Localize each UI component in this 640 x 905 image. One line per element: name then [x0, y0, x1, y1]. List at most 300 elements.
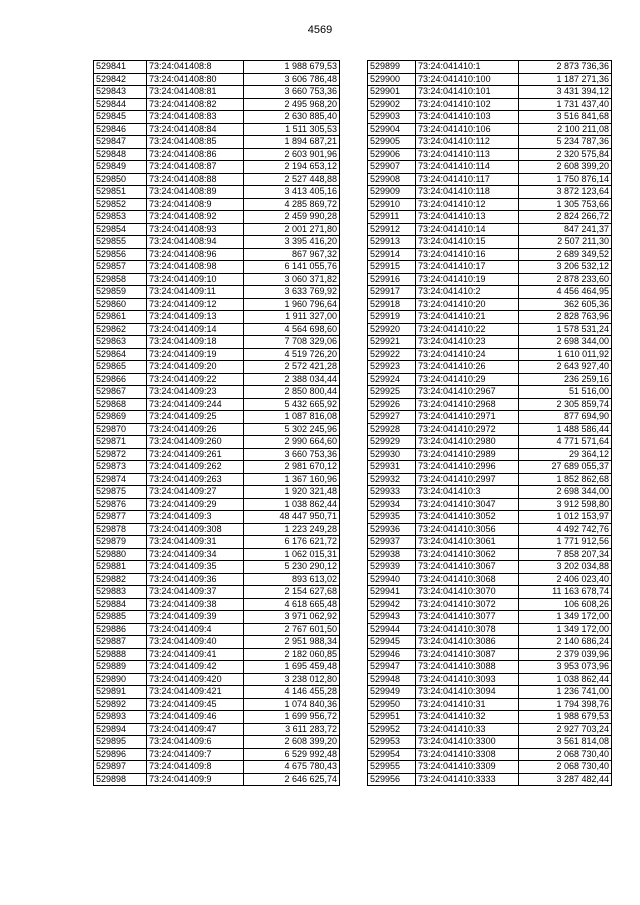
table-row — [368, 298, 612, 311]
table-row — [94, 548, 340, 561]
cadastral-number: 73:24:041408:89 — [147, 186, 244, 199]
table-row — [94, 498, 340, 511]
cadastral-value: 27 689 055,37 — [519, 461, 612, 474]
table-row — [368, 423, 612, 436]
row-number: 529943 — [368, 611, 416, 624]
table-row — [368, 586, 612, 599]
cadastral-value: 3 872 123,64 — [519, 186, 612, 199]
cadastral-value: 3 287 482,44 — [519, 773, 612, 786]
table-row — [368, 273, 612, 286]
cadastral-value: 2 100 211,08 — [519, 123, 612, 136]
row-number: 529866 — [94, 373, 147, 386]
table-row — [94, 573, 340, 586]
row-number: 529869 — [94, 411, 147, 424]
cadastral-number: 73:24:041409:4 — [147, 623, 244, 636]
cadastral-number: 73:24:041410:118 — [416, 186, 519, 199]
cadastral-value: 1 771 912,56 — [519, 536, 612, 549]
cadastral-value: 3 238 012,80 — [244, 673, 340, 686]
row-number: 529919 — [368, 311, 416, 324]
cadastral-value: 3 561 814,08 — [519, 736, 612, 749]
cadastral-value: 1 750 876,14 — [519, 173, 612, 186]
cadastral-number: 73:24:041409:34 — [147, 548, 244, 561]
cadastral-value: 4 519 726,20 — [244, 348, 340, 361]
cadastral-value: 2 608 399,20 — [519, 161, 612, 174]
row-number: 529912 — [368, 223, 416, 236]
row-number: 529854 — [94, 223, 147, 236]
row-number: 529906 — [368, 148, 416, 161]
cadastral-number: 73:24:041410:112 — [416, 136, 519, 149]
table-row — [368, 148, 612, 161]
cadastral-number: 73:24:041409:11 — [147, 286, 244, 299]
cadastral-number: 73:24:041410:33 — [416, 723, 519, 736]
row-number: 529924 — [368, 373, 416, 386]
row-number: 529873 — [94, 461, 147, 474]
table-row — [368, 523, 612, 536]
row-number: 529845 — [94, 111, 147, 124]
cadastral-number: 73:24:041409:26 — [147, 423, 244, 436]
table-row — [368, 311, 612, 324]
table-row — [94, 586, 340, 599]
cadastral-number: 73:24:041410:3062 — [416, 548, 519, 561]
table-row — [94, 448, 340, 461]
cadastral-value: 1 988 679,53 — [244, 61, 340, 74]
cadastral-value: 2 603 901,96 — [244, 148, 340, 161]
table-row — [94, 186, 340, 199]
cadastral-number: 73:24:041409:9 — [147, 773, 244, 786]
cadastral-value: 236 259,16 — [519, 373, 612, 386]
cadastral-value: 1 488 586,44 — [519, 423, 612, 436]
table-row — [368, 136, 612, 149]
row-number: 529896 — [94, 748, 147, 761]
cadastral-value: 4 564 698,60 — [244, 323, 340, 336]
table-row — [368, 373, 612, 386]
row-number: 529884 — [94, 598, 147, 611]
table-row — [94, 273, 340, 286]
cadastral-value: 1 511 305,53 — [244, 123, 340, 136]
cadastral-value: 3 413 405,16 — [244, 186, 340, 199]
cadastral-number: 73:24:041409:308 — [147, 523, 244, 536]
row-number: 529875 — [94, 486, 147, 499]
row-number: 529856 — [94, 248, 147, 261]
cadastral-number: 73:24:041410:2989 — [416, 448, 519, 461]
cadastral-value: 1 349 172,00 — [519, 611, 612, 624]
row-number: 529853 — [94, 211, 147, 224]
cadastral-value: 1 187 271,36 — [519, 73, 612, 86]
row-number: 529934 — [368, 498, 416, 511]
cadastral-number: 73:24:041408:84 — [147, 123, 244, 136]
cadastral-value: 877 694,90 — [519, 411, 612, 424]
table-row — [368, 486, 612, 499]
cadastral-number: 73:24:041409:3 — [147, 511, 244, 524]
row-number: 529903 — [368, 111, 416, 124]
row-number: 529941 — [368, 586, 416, 599]
cadastral-value: 48 447 950,71 — [244, 511, 340, 524]
row-number: 529915 — [368, 261, 416, 274]
row-number: 529933 — [368, 486, 416, 499]
cadastral-value: 2 767 601,50 — [244, 623, 340, 636]
table-row — [94, 398, 340, 411]
cadastral-number: 73:24:041410:103 — [416, 111, 519, 124]
cadastral-number: 73:24:041410:3078 — [416, 623, 519, 636]
cadastral-value: 2 630 885,40 — [244, 111, 340, 124]
row-number: 529844 — [94, 98, 147, 111]
table-row — [368, 573, 612, 586]
row-number: 529929 — [368, 436, 416, 449]
cadastral-value: 867 967,32 — [244, 248, 340, 261]
cadastral-number: 73:24:041409:36 — [147, 573, 244, 586]
table-row — [94, 598, 340, 611]
table-row — [368, 398, 612, 411]
cadastral-number: 73:24:041409:46 — [147, 711, 244, 724]
cadastral-number: 73:24:041410:3087 — [416, 648, 519, 661]
table-row — [368, 448, 612, 461]
cadastral-value: 51 516,00 — [519, 386, 612, 399]
row-number: 529888 — [94, 648, 147, 661]
table-row — [368, 161, 612, 174]
row-number: 529846 — [94, 123, 147, 136]
cadastral-value: 1 960 796,64 — [244, 298, 340, 311]
cadastral-value: 1 920 321,48 — [244, 486, 340, 499]
row-number: 529918 — [368, 298, 416, 311]
row-number: 529862 — [94, 323, 147, 336]
cadastral-value: 3 395 416,20 — [244, 236, 340, 249]
cadastral-value: 6 176 621,72 — [244, 536, 340, 549]
row-number: 529857 — [94, 261, 147, 274]
cadastral-value: 6 141 055,76 — [244, 261, 340, 274]
cadastral-number: 73:24:041410:3093 — [416, 673, 519, 686]
cadastral-value: 2 828 763,96 — [519, 311, 612, 324]
cadastral-value: 1 062 015,31 — [244, 548, 340, 561]
row-number: 529935 — [368, 511, 416, 524]
cadastral-value: 2 388 034,44 — [244, 373, 340, 386]
row-number: 529923 — [368, 361, 416, 374]
cadastral-number: 73:24:041410:117 — [416, 173, 519, 186]
cadastral-number: 73:24:041410:101 — [416, 86, 519, 99]
table-row — [94, 73, 340, 86]
cadastral-number: 73:24:041408:81 — [147, 86, 244, 99]
table-row — [368, 661, 612, 674]
row-number: 529952 — [368, 723, 416, 736]
table-row — [94, 698, 340, 711]
cadastral-value: 2 068 730,40 — [519, 748, 612, 761]
cadastral-number: 73:24:041409:421 — [147, 686, 244, 699]
cadastral-number: 73:24:041408:96 — [147, 248, 244, 261]
cadastral-number: 73:24:041408:86 — [147, 148, 244, 161]
cadastral-number: 73:24:041410:3061 — [416, 536, 519, 549]
row-number: 529881 — [94, 561, 147, 574]
row-number: 529947 — [368, 661, 416, 674]
cadastral-value: 2 878 233,60 — [519, 273, 612, 286]
row-number: 529852 — [94, 198, 147, 211]
table-row — [368, 248, 612, 261]
row-number: 529851 — [94, 186, 147, 199]
row-number: 529892 — [94, 698, 147, 711]
cadastral-number: 73:24:041409:22 — [147, 373, 244, 386]
cadastral-number: 73:24:041409:39 — [147, 611, 244, 624]
table-row — [368, 648, 612, 661]
cadastral-value: 5 302 245,96 — [244, 423, 340, 436]
cadastral-value: 29 364,12 — [519, 448, 612, 461]
row-number: 529922 — [368, 348, 416, 361]
left-table-body — [94, 61, 340, 786]
cadastral-number: 73:24:041410:23 — [416, 336, 519, 349]
table-row — [94, 523, 340, 536]
cadastral-value: 893 613,02 — [244, 573, 340, 586]
row-number: 529895 — [94, 736, 147, 749]
cadastral-number: 73:24:041409:244 — [147, 398, 244, 411]
table-row — [94, 461, 340, 474]
table-row — [94, 123, 340, 136]
table-row — [94, 148, 340, 161]
table-row — [368, 761, 612, 774]
cadastral-value: 2 154 627,68 — [244, 586, 340, 599]
table-row — [368, 348, 612, 361]
cadastral-value: 1 610 011,92 — [519, 348, 612, 361]
row-number: 529948 — [368, 673, 416, 686]
cadastral-number: 73:24:041409:19 — [147, 348, 244, 361]
row-number: 529868 — [94, 398, 147, 411]
table-row — [94, 373, 340, 386]
cadastral-number: 73:24:041409:263 — [147, 473, 244, 486]
table-row — [368, 411, 612, 424]
cadastral-number: 73:24:041410:2971 — [416, 411, 519, 424]
row-number: 529879 — [94, 536, 147, 549]
row-number: 529865 — [94, 361, 147, 374]
table-row — [94, 723, 340, 736]
cadastral-number: 73:24:041410:2996 — [416, 461, 519, 474]
row-number: 529878 — [94, 523, 147, 536]
row-number: 529937 — [368, 536, 416, 549]
cadastral-number: 73:24:041410:3067 — [416, 561, 519, 574]
cadastral-number: 73:24:041410:114 — [416, 161, 519, 174]
cadastral-number: 73:24:041408:82 — [147, 98, 244, 111]
table-row — [94, 111, 340, 124]
table-row — [368, 461, 612, 474]
cadastral-number: 73:24:041410:2967 — [416, 386, 519, 399]
cadastral-number: 73:24:041410:3077 — [416, 611, 519, 624]
cadastral-value: 3 660 753,36 — [244, 448, 340, 461]
cadastral-number: 73:24:041409:260 — [147, 436, 244, 449]
cadastral-value: 1 911 327,00 — [244, 311, 340, 324]
cadastral-number: 73:24:041410:100 — [416, 73, 519, 86]
row-number: 529914 — [368, 248, 416, 261]
cadastral-value: 362 605,36 — [519, 298, 612, 311]
cadastral-number: 73:24:041410:3309 — [416, 761, 519, 774]
cadastral-number: 73:24:041409:47 — [147, 723, 244, 736]
table-row — [368, 286, 612, 299]
row-number: 529899 — [368, 61, 416, 74]
cadastral-number: 73:24:041409:23 — [147, 386, 244, 399]
cadastral-value: 2 824 266,72 — [519, 211, 612, 224]
cadastral-value: 2 507 211,30 — [519, 236, 612, 249]
cadastral-value: 4 492 742,76 — [519, 523, 612, 536]
table-row — [368, 498, 612, 511]
row-number: 529951 — [368, 711, 416, 724]
cadastral-number: 73:24:041410:3094 — [416, 686, 519, 699]
cadastral-value: 2 927 703,24 — [519, 723, 612, 736]
cadastral-value: 1 012 153,97 — [519, 511, 612, 524]
table-row — [94, 711, 340, 724]
cadastral-value: 1 223 249,28 — [244, 523, 340, 536]
table-row — [368, 111, 612, 124]
table-row — [94, 236, 340, 249]
table-row — [368, 73, 612, 86]
table-row — [94, 736, 340, 749]
cadastral-number: 73:24:041410:2968 — [416, 398, 519, 411]
table-row — [368, 86, 612, 99]
cadastral-value: 2 698 344,00 — [519, 486, 612, 499]
cadastral-number: 73:24:041410:3300 — [416, 736, 519, 749]
row-number: 529939 — [368, 561, 416, 574]
row-number: 529932 — [368, 473, 416, 486]
row-number: 529863 — [94, 336, 147, 349]
table-row — [368, 623, 612, 636]
cadastral-number: 73:24:041410:113 — [416, 148, 519, 161]
cadastral-value: 2 305 859,74 — [519, 398, 612, 411]
table-row — [94, 536, 340, 549]
row-number: 529944 — [368, 623, 416, 636]
cadastral-number: 73:24:041410:3072 — [416, 598, 519, 611]
cadastral-number: 73:24:041409:27 — [147, 486, 244, 499]
cadastral-value: 3 953 073,96 — [519, 661, 612, 674]
cadastral-number: 73:24:041410:29 — [416, 373, 519, 386]
table-row — [368, 711, 612, 724]
table-row — [368, 236, 612, 249]
row-number: 529942 — [368, 598, 416, 611]
cadastral-number: 73:24:041410:31 — [416, 698, 519, 711]
cadastral-number: 73:24:041409:420 — [147, 673, 244, 686]
cadastral-value: 1 236 741,00 — [519, 686, 612, 699]
row-number: 529848 — [94, 148, 147, 161]
row-number: 529849 — [94, 161, 147, 174]
cadastral-value: 4 675 780,43 — [244, 761, 340, 774]
row-number: 529916 — [368, 273, 416, 286]
cadastral-number: 73:24:041410:1 — [416, 61, 519, 74]
cadastral-number: 73:24:041410:2972 — [416, 423, 519, 436]
cadastral-number: 73:24:041409:25 — [147, 411, 244, 424]
table-row — [368, 673, 612, 686]
cadastral-number: 73:24:041409:45 — [147, 698, 244, 711]
row-number: 529885 — [94, 611, 147, 624]
cadastral-value: 1 699 956,72 — [244, 711, 340, 724]
cadastral-number: 73:24:041410:24 — [416, 348, 519, 361]
row-number: 529950 — [368, 698, 416, 711]
row-number: 529876 — [94, 498, 147, 511]
row-number: 529864 — [94, 348, 147, 361]
cadastral-number: 73:24:041410:3056 — [416, 523, 519, 536]
cadastral-number: 73:24:041410:32 — [416, 711, 519, 724]
table-row — [94, 486, 340, 499]
cadastral-value: 2 951 988,34 — [244, 636, 340, 649]
row-number: 529911 — [368, 211, 416, 224]
table-row — [94, 336, 340, 349]
row-number: 529917 — [368, 286, 416, 299]
cadastral-value: 6 529 992,48 — [244, 748, 340, 761]
cadastral-number: 73:24:041408:8 — [147, 61, 244, 74]
table-row — [94, 323, 340, 336]
table-row — [94, 411, 340, 424]
row-number: 529855 — [94, 236, 147, 249]
table-row — [368, 723, 612, 736]
cadastral-number: 73:24:041410:3308 — [416, 748, 519, 761]
cadastral-value: 2 495 968,20 — [244, 98, 340, 111]
row-number: 529928 — [368, 423, 416, 436]
cadastral-value: 3 060 371,82 — [244, 273, 340, 286]
left-register-table — [93, 60, 340, 786]
cadastral-value: 1 305 753,66 — [519, 198, 612, 211]
row-number: 529931 — [368, 461, 416, 474]
table-row — [368, 261, 612, 274]
table-row — [368, 561, 612, 574]
cadastral-value: 847 241,37 — [519, 223, 612, 236]
row-number: 529946 — [368, 648, 416, 661]
table-row — [368, 61, 612, 74]
row-number: 529930 — [368, 448, 416, 461]
table-row — [368, 698, 612, 711]
table-row — [94, 98, 340, 111]
cadastral-number: 73:24:041410:3070 — [416, 586, 519, 599]
row-number: 529940 — [368, 573, 416, 586]
cadastral-number: 73:24:041409:12 — [147, 298, 244, 311]
cadastral-value: 2 527 448,88 — [244, 173, 340, 186]
cadastral-number: 73:24:041410:3 — [416, 486, 519, 499]
row-number: 529956 — [368, 773, 416, 786]
cadastral-number: 73:24:041408:85 — [147, 136, 244, 149]
table-row — [368, 686, 612, 699]
cadastral-number: 73:24:041410:20 — [416, 298, 519, 311]
cadastral-number: 73:24:041409:13 — [147, 311, 244, 324]
cadastral-number: 73:24:041410:22 — [416, 323, 519, 336]
cadastral-number: 73:24:041409:7 — [147, 748, 244, 761]
row-number: 529842 — [94, 73, 147, 86]
cadastral-value: 106 608,26 — [519, 598, 612, 611]
cadastral-value: 1 578 531,24 — [519, 323, 612, 336]
cadastral-number: 73:24:041410:3333 — [416, 773, 519, 786]
cadastral-number: 73:24:041410:13 — [416, 211, 519, 224]
row-number: 529921 — [368, 336, 416, 349]
table-row — [94, 86, 340, 99]
cadastral-value: 3 611 283,72 — [244, 723, 340, 736]
row-number: 529886 — [94, 623, 147, 636]
row-number: 529891 — [94, 686, 147, 699]
table-row — [94, 623, 340, 636]
row-number: 529872 — [94, 448, 147, 461]
row-number: 529890 — [94, 673, 147, 686]
cadastral-value: 2 459 990,28 — [244, 211, 340, 224]
table-row — [94, 636, 340, 649]
cadastral-number: 73:24:041408:83 — [147, 111, 244, 124]
cadastral-number: 73:24:041409:18 — [147, 336, 244, 349]
cadastral-value: 4 146 455,28 — [244, 686, 340, 699]
row-number: 529938 — [368, 548, 416, 561]
cadastral-value: 1 367 160,96 — [244, 473, 340, 486]
row-number: 529953 — [368, 736, 416, 749]
cadastral-value: 3 431 394,12 — [519, 86, 612, 99]
cadastral-number: 73:24:041409:261 — [147, 448, 244, 461]
table-row — [94, 673, 340, 686]
row-number: 529949 — [368, 686, 416, 699]
cadastral-number: 73:24:041410:3047 — [416, 498, 519, 511]
row-number: 529859 — [94, 286, 147, 299]
cadastral-number: 73:24:041409:20 — [147, 361, 244, 374]
cadastral-value: 1 731 437,40 — [519, 98, 612, 111]
table-row — [368, 211, 612, 224]
cadastral-value: 5 234 787,36 — [519, 136, 612, 149]
table-row — [368, 773, 612, 786]
cadastral-value: 2 182 060,85 — [244, 648, 340, 661]
cadastral-number: 73:24:041410:14 — [416, 223, 519, 236]
cadastral-value: 1 074 840,36 — [244, 698, 340, 711]
